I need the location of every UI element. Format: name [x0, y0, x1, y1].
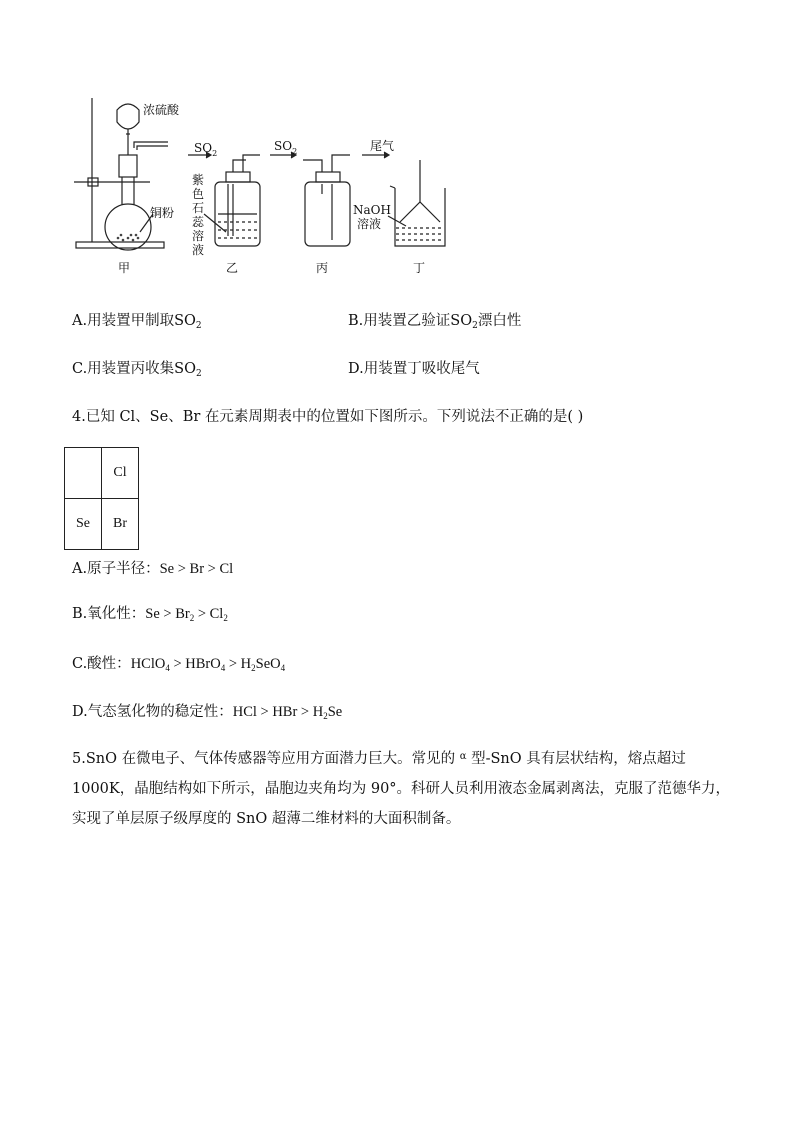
- label-solution: 溶液: [357, 217, 382, 231]
- q3-option-b: B.用装置乙验证$SO_2$漂白性: [348, 313, 522, 331]
- q5-paragraph: 5.SnO 在微电子、气体传感器等应用方面潜力巨大。常见的 $^\alpha$ 型-SnO 具有层状结构，熔点超过 1000K，晶胞结构如下所示，晶胞边夹角均为 90°。科研人员利用液态金属剥离法，克服了范德华力，实现了单层原子级厚度的 SnO 超薄二维材料的大面积制备。: [72, 751, 731, 827]
- label-yi: 乙: [226, 261, 239, 275]
- pt-cell-br: Br: [102, 499, 139, 550]
- label-jia: 甲: [118, 261, 131, 275]
- q4-stem: 4.已知 Cl、Se、Br 在元素周期表中的位置如下图所示。下列说法不正确的是( ): [72, 409, 584, 425]
- label-litmus-4: 蕊: [192, 215, 205, 229]
- label-litmus-1: 紫: [192, 173, 205, 187]
- q3-option-d: D.用装置丁吸收尾气: [348, 361, 480, 377]
- label-so2-1: $SO_2$: [194, 141, 218, 158]
- q3-option-c: C.用装置丙收集$SO_2$: [72, 361, 202, 379]
- pt-cell-cl: Cl: [102, 448, 139, 499]
- q3-option-a: A.用装置甲制取$SO_2$: [72, 313, 202, 331]
- alpha-symbol: α: [459, 751, 467, 762]
- label-conc-sulfuric-acid: 浓硫酸: [143, 103, 180, 117]
- apparatus-diagram: [70, 92, 450, 282]
- label-litmus-5: 溶: [192, 229, 205, 243]
- label-tail-gas: 尾气: [370, 139, 395, 153]
- periodic-table-fragment: [64, 447, 139, 550]
- label-copper-powder: 铜粉: [150, 206, 175, 220]
- q4-option-d: D.气态氢化物的稳定性：HCl > HBr > $H_2Se$: [72, 704, 343, 721]
- q4-option-a: A.原子半径：Se > Br > Cl: [72, 561, 234, 577]
- label-so2-2: $SO_2$: [274, 139, 298, 156]
- label-litmus-3: 石: [192, 201, 205, 215]
- label-litmus-2: 色: [192, 187, 205, 201]
- q4-option-b: B.氧化性：$Se > Br_2 > Cl_2$: [72, 606, 228, 623]
- label-litmus-6: 液: [192, 243, 205, 257]
- pt-cell-se: Se: [65, 499, 102, 550]
- label-bing: 丙: [316, 261, 329, 275]
- label-ding: 丁: [413, 261, 426, 275]
- pt-cell-empty: [65, 448, 102, 499]
- q4-option-c: C.酸性：HClO$_4$ > HBrO$_4$ > $H_2SeO_4$: [72, 656, 286, 673]
- label-naoh: NaOH: [353, 203, 391, 217]
